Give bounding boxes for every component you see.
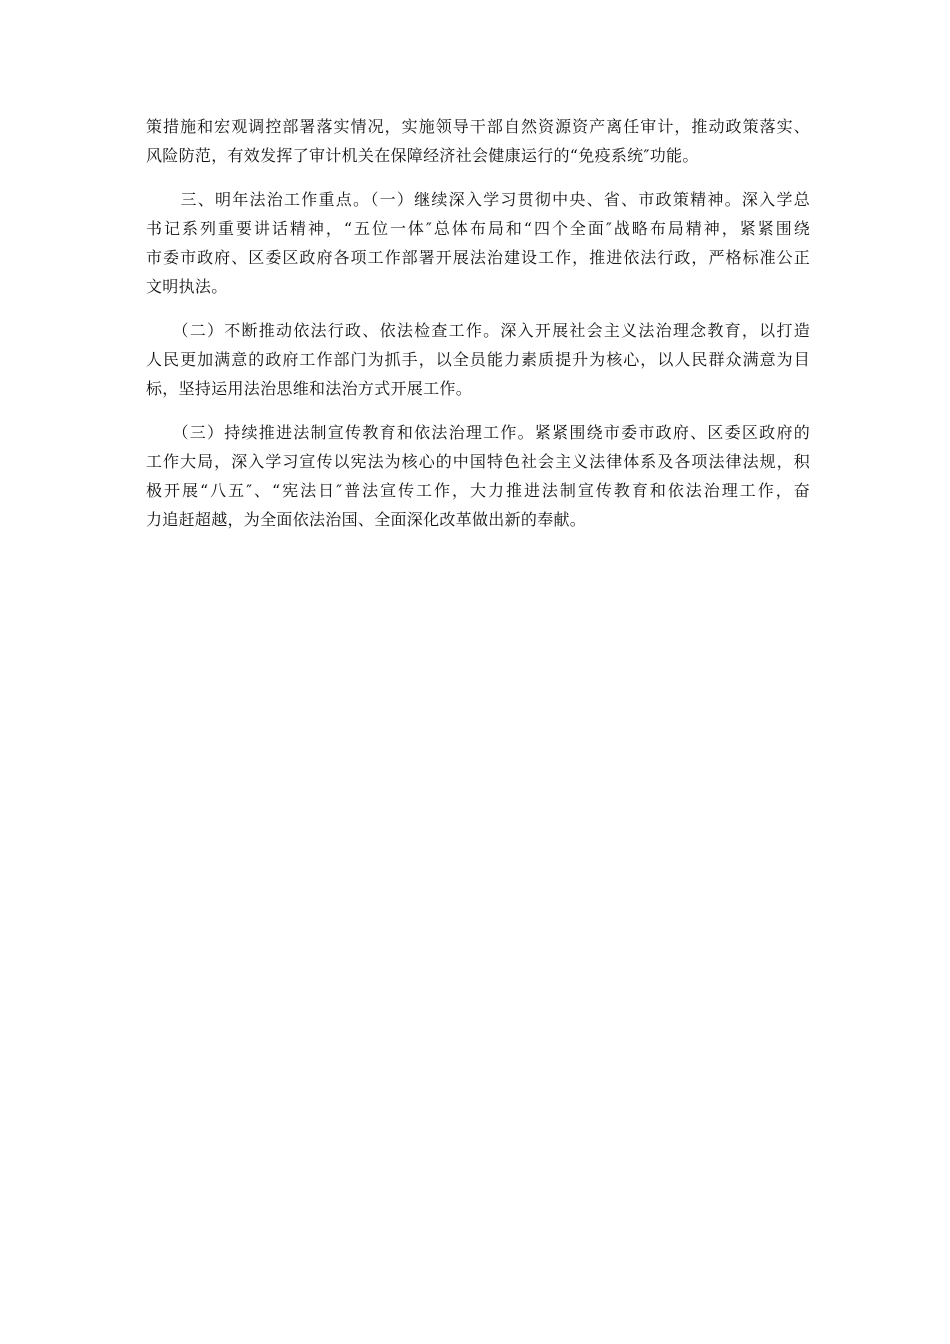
- paragraph-line: （二）不断推动依法行政、依法检查工作。深入开展社会主义法治理念教育，以打造: [146, 321, 810, 340]
- paragraph-line: 文明执法。: [146, 277, 228, 296]
- paragraph-next-year-priorities: [146, 185, 810, 301]
- document-body: [146, 112, 810, 549]
- paragraph-line: 工作大局，深入学习宣传以宪法为核心的中国特色社会主义法律体系及各项法律法规，积: [146, 452, 810, 471]
- paragraph-item-three: [146, 418, 810, 534]
- paragraph-line: （三）持续推进法制宣传教育和依法治理工作。紧紧围绕市委市政府、区委区政府的: [146, 423, 810, 442]
- paragraph-line: 极开展“八五″、“宪法日″普法宣传工作，大力推进法制宣传教育和依法治理工作，奋: [146, 481, 810, 500]
- paragraph-item-two: [146, 316, 810, 403]
- paragraph-line: 力追赶超越，为全面依法治国、全面深化改革做出新的奉献。: [146, 510, 587, 529]
- paragraph-audit-summary: [146, 112, 810, 170]
- paragraph-line: 策措施和宏观调控部署落实情况，实施领导干部自然资源资产离任审计，推动政策落实、: [146, 117, 810, 136]
- paragraph-line: 市委市政府、区委区政府各项工作部署开展法治建设工作，推进依法行政，严格标准公正: [146, 248, 810, 267]
- paragraph-line: 书记系列重要讲话精神，“五位一体″总体布局和“四个全面″战略布局精神，紧紧围绕: [146, 219, 810, 238]
- paragraph-line: 三、明年法治工作重点。（一）继续深入学习贯彻中央、省、市政策精神。深入学总: [146, 190, 810, 209]
- paragraph-line: 人民更加满意的政府工作部门为抓手，以全员能力素质提升为核心，以人民群众满意为目: [146, 350, 810, 369]
- paragraph-line: 标，坚持运用法治思维和法治方式开展工作。: [146, 379, 473, 398]
- paragraph-line: 风险防范，有效发挥了审计机关在保障经济社会健康运行的“免疫系统″功能。: [146, 146, 699, 165]
